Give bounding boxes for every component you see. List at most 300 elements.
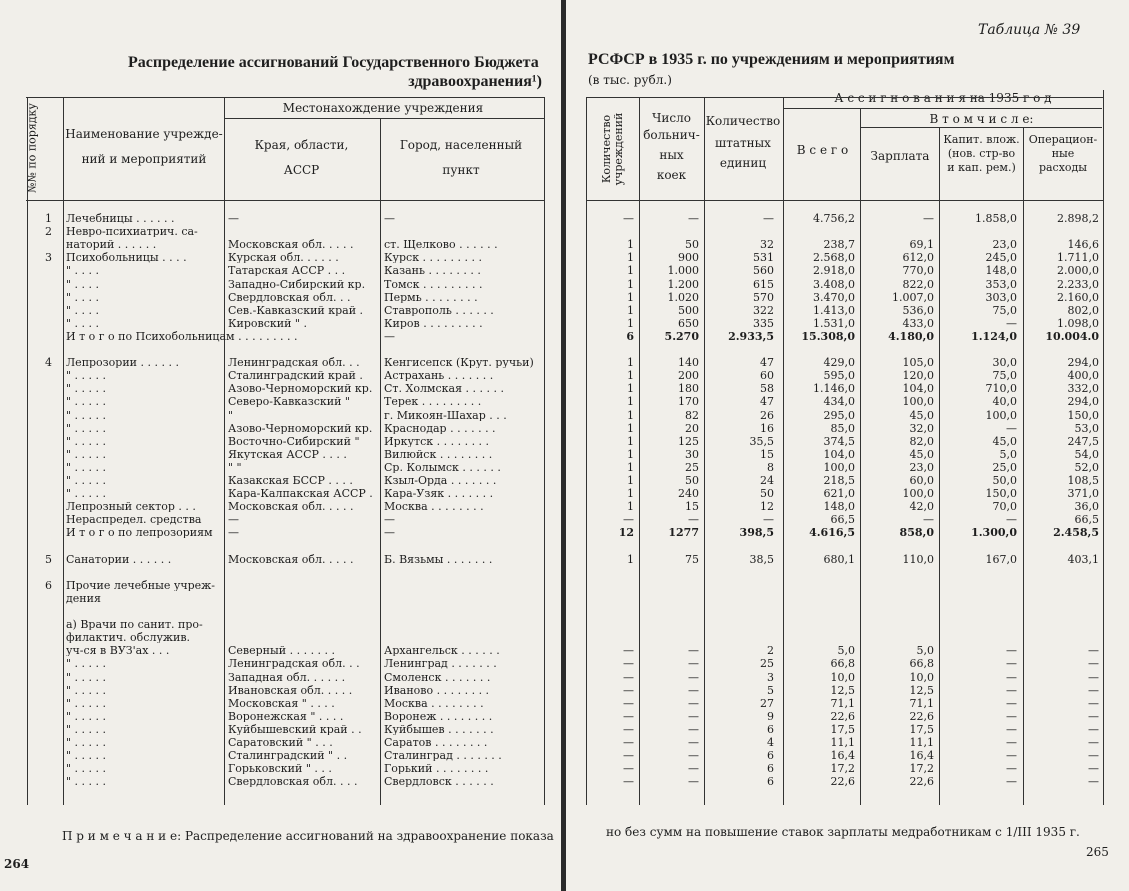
right-table-row bbox=[566, 658, 1129, 671]
right-cell-oper: 66,5 bbox=[1074, 513, 1099, 527]
left-cell-region: Ленинградская обл. . . bbox=[228, 357, 360, 369]
right-cell-count: 1 bbox=[627, 395, 634, 409]
right-cell-capital: — bbox=[1006, 316, 1017, 330]
left-cell-city: Москва . . . . . . . . bbox=[384, 697, 484, 709]
right-cell-salary: 17,2 bbox=[909, 762, 934, 776]
left-cell-name: Психобольницы . . . . bbox=[66, 252, 187, 264]
right-cell-staff: 58 bbox=[760, 382, 774, 396]
right-cell-beds: 5.270 bbox=[664, 329, 699, 343]
col-header-beds-3: ных bbox=[659, 148, 684, 162]
right-cell-beds: 50 bbox=[685, 238, 699, 252]
right-rule-top bbox=[586, 97, 1104, 98]
left-cell-city: Краснодар . . . . . . . bbox=[384, 422, 496, 434]
right-cell-capital: — bbox=[1006, 775, 1017, 789]
right-cell-salary: 433,0 bbox=[902, 316, 934, 330]
right-page-number: 265 bbox=[1086, 845, 1109, 859]
right-cell-salary: 71,1 bbox=[909, 696, 934, 710]
right-cell-beds: — bbox=[688, 696, 699, 710]
left-cell-region: Азово-Черноморский кр. bbox=[228, 422, 373, 434]
left-table-row bbox=[0, 305, 562, 318]
right-cell-oper: 2.000,0 bbox=[1057, 264, 1099, 278]
right-cell-staff: 25 bbox=[760, 657, 774, 671]
left-cell-city: Казань . . . . . . . . bbox=[384, 265, 481, 277]
left-cell-region: Московская " . . . . bbox=[228, 697, 335, 709]
right-cell-oper: 400,0 bbox=[1067, 369, 1099, 383]
left-cell-name: " . . . . . bbox=[66, 750, 107, 762]
left-table-row bbox=[0, 239, 562, 252]
right-table-row bbox=[566, 423, 1129, 436]
right-cell-beds: — bbox=[688, 657, 699, 671]
right-cell-beds: 30 bbox=[685, 447, 699, 461]
right-cell-count: 6 bbox=[626, 329, 634, 343]
left-cell-region: — bbox=[228, 514, 239, 526]
col-header-city-1: Город, населенный bbox=[399, 138, 523, 152]
right-cell-oper: 2.160,0 bbox=[1057, 290, 1099, 304]
right-cell-count: 1 bbox=[627, 277, 634, 291]
right-cell-beds: — bbox=[688, 644, 699, 658]
right-cell-beds: 170 bbox=[678, 395, 699, 409]
right-table-row bbox=[566, 698, 1129, 711]
right-cell-total: 218,5 bbox=[823, 474, 855, 487]
right-cell-staff: 8 bbox=[767, 460, 774, 474]
right-cell-staff: 560 bbox=[753, 264, 774, 278]
left-cell-region: Якутская АССР . . . . bbox=[228, 448, 347, 460]
right-cell-staff: — bbox=[763, 212, 774, 225]
left-cell-name: " . . . . . bbox=[66, 488, 107, 500]
right-cell-total: 148,0 bbox=[823, 500, 855, 514]
right-cell-beds: — bbox=[688, 709, 699, 723]
right-cell-beds: — bbox=[688, 722, 699, 736]
right-cell-total: 22,6 bbox=[830, 775, 855, 789]
right-table-row bbox=[566, 554, 1129, 567]
right-cell-staff: 570 bbox=[753, 290, 774, 304]
right-cell-staff: 47 bbox=[760, 356, 774, 370]
right-cell-count: — bbox=[623, 736, 634, 749]
left-cell-region: Ленинградская обл. . . bbox=[228, 658, 360, 670]
left-cell-city: Томск . . . . . . . . . bbox=[384, 278, 483, 290]
left-cell-region: Курская обл. . . . . . bbox=[228, 252, 339, 264]
left-cell-name: " . . . . bbox=[66, 317, 100, 329]
left-cell-region: Московская обл. . . . . bbox=[228, 239, 354, 251]
left-cell-region: " bbox=[228, 409, 234, 421]
left-cell-region: Западно-Сибирский кр. bbox=[228, 278, 366, 290]
right-cell-total: 66,5 bbox=[830, 513, 855, 527]
right-cell-beds: 240 bbox=[678, 487, 699, 501]
right-cell-staff: 6 bbox=[767, 722, 774, 736]
right-cell-oper: 2.233,0 bbox=[1057, 277, 1099, 291]
left-cell-city: Курск . . . . . . . . . bbox=[384, 252, 483, 264]
left-table-row bbox=[0, 252, 562, 265]
right-table-row bbox=[566, 396, 1129, 409]
right-cell-count: 1 bbox=[627, 474, 634, 487]
right-cell-count: — bbox=[623, 722, 634, 736]
right-cell-oper: — bbox=[1088, 683, 1099, 697]
right-cell-oper: — bbox=[1088, 749, 1099, 763]
right-cell-salary: 66,8 bbox=[909, 657, 934, 671]
left-table-row bbox=[0, 658, 562, 671]
right-cell-oper: 1.711,0 bbox=[1057, 251, 1099, 265]
right-cell-total: 10,0 bbox=[830, 670, 855, 684]
left-cell-name: " . . . . . bbox=[66, 396, 107, 408]
col-header-capital bbox=[940, 133, 1023, 175]
right-table-row bbox=[566, 685, 1129, 698]
right-cell-capital: 303,0 bbox=[985, 290, 1017, 304]
left-cell-name: уч-ся в ВУЗ'ах . . . bbox=[66, 645, 170, 657]
right-cell-oper: 2.898,2 bbox=[1057, 212, 1099, 225]
left-cell-region: Воронежская " . . . . bbox=[228, 710, 344, 722]
right-cell-total: 429,0 bbox=[823, 356, 855, 370]
left-cell-city: Киров . . . . . . . . . bbox=[384, 317, 483, 329]
right-cell-salary: 82,0 bbox=[909, 434, 934, 448]
right-cell-beds: 500 bbox=[678, 303, 699, 317]
col-header-operating-1: Операцион- bbox=[1028, 133, 1098, 146]
right-table-row bbox=[566, 580, 1129, 593]
left-cell-city: Пермь . . . . . . . . bbox=[384, 291, 478, 303]
left-cell-name: " . . . . . bbox=[66, 475, 107, 487]
left-table-row bbox=[0, 436, 562, 449]
left-table-row bbox=[0, 318, 562, 331]
right-cell-count: 12 bbox=[618, 526, 634, 540]
left-cell-name: а) Врачи по санит. про- bbox=[66, 619, 203, 631]
col-header-operating-2: ные bbox=[1051, 147, 1075, 160]
table-label: Таблица № 39 bbox=[978, 22, 1081, 38]
left-cell-name: Лепрозный сектор . . . bbox=[66, 501, 196, 513]
right-cell-count: 1 bbox=[627, 356, 634, 370]
right-cell-count: 1 bbox=[627, 408, 634, 422]
right-cell-count: 1 bbox=[627, 251, 634, 265]
right-cell-salary: 612,0 bbox=[902, 251, 934, 265]
right-cell-capital: — bbox=[1006, 722, 1017, 736]
left-cell-region: Горьковский " . . . bbox=[228, 763, 332, 775]
left-table-row bbox=[0, 619, 562, 632]
right-cell-oper: 1.098,0 bbox=[1057, 316, 1099, 330]
left-cell-name: " . . . . . bbox=[66, 435, 107, 447]
left-cell-name: " . . . . . bbox=[66, 697, 107, 709]
right-cell-total: 4.756,2 bbox=[813, 212, 855, 225]
left-cell-name: Лечебницы . . . . . . bbox=[66, 213, 175, 225]
right-cell-beds: 200 bbox=[678, 369, 699, 383]
left-cell-name: " . . . . bbox=[66, 278, 100, 290]
right-cell-staff: 16 bbox=[760, 421, 774, 435]
right-cell-oper: 108,5 bbox=[1067, 474, 1099, 487]
left-cell-name: " . . . . . bbox=[66, 461, 107, 473]
left-cell-city: Куйбышев . . . . . . . bbox=[384, 723, 494, 735]
left-cell-region: Сталинградский " . . bbox=[228, 750, 348, 762]
right-cell-salary: 822,0 bbox=[902, 277, 934, 291]
right-cell-salary: 11,1 bbox=[909, 736, 934, 749]
right-cell-beds: 75 bbox=[685, 552, 699, 566]
left-cell-region: Сев.-Кавказский край . bbox=[228, 304, 364, 316]
left-table-row bbox=[0, 724, 562, 737]
left-cell-name: Невро-психиатрич. са- bbox=[66, 226, 198, 238]
left-cell-name: " . . . . bbox=[66, 291, 100, 303]
right-cell-capital: 25,0 bbox=[992, 460, 1017, 474]
left-table-row bbox=[0, 645, 562, 658]
right-cell-staff: 335 bbox=[753, 316, 774, 330]
right-cell-beds: — bbox=[688, 775, 699, 789]
right-cell-salary: 60,0 bbox=[909, 474, 934, 487]
col-header-count bbox=[587, 97, 639, 200]
left-table-row bbox=[0, 449, 562, 462]
right-cell-staff: 9 bbox=[767, 709, 774, 723]
right-table-row bbox=[566, 541, 1129, 554]
left-table-row bbox=[0, 750, 562, 763]
right-table-row bbox=[566, 776, 1129, 789]
col-header-capital-1: Капит. влож. bbox=[943, 133, 1020, 146]
right-cell-oper: — bbox=[1088, 762, 1099, 776]
left-cell-region: Кировский " . bbox=[228, 317, 307, 329]
right-cell-count: 1 bbox=[627, 238, 634, 252]
right-cell-capital: — bbox=[1006, 513, 1017, 527]
right-cell-capital: — bbox=[1006, 749, 1017, 763]
right-cell-count: 1 bbox=[627, 303, 634, 317]
left-table-row bbox=[0, 265, 562, 278]
right-cell-capital: — bbox=[1006, 696, 1017, 710]
left-table-row bbox=[0, 541, 562, 554]
right-cell-capital: — bbox=[1006, 657, 1017, 671]
right-cell-beds: — bbox=[688, 762, 699, 776]
right-footnote: но без сумм на повышение ставок зарплаты медработникам с 1/III 1935 г. bbox=[606, 825, 1080, 839]
right-cell-total: 85,0 bbox=[830, 421, 855, 435]
right-cell-staff: 5 bbox=[767, 683, 774, 697]
right-cell-count: 1 bbox=[627, 290, 634, 304]
right-table-row bbox=[566, 318, 1129, 331]
right-cell-count: 1 bbox=[627, 316, 634, 330]
right-cell-oper: 802,0 bbox=[1067, 303, 1099, 317]
right-cell-total: 17,2 bbox=[830, 762, 855, 776]
right-cell-capital: 150,0 bbox=[985, 487, 1017, 501]
right-table-row bbox=[566, 279, 1129, 292]
right-cell-oper: 54,0 bbox=[1074, 447, 1099, 461]
left-rule-top bbox=[26, 97, 545, 98]
right-rule-header-bottom bbox=[586, 200, 1104, 201]
right-cell-capital: 710,0 bbox=[985, 382, 1017, 396]
col-header-staff-1: Количество bbox=[705, 114, 781, 128]
left-cell-name: " . . . . . bbox=[66, 763, 107, 775]
col-header-beds-4: коек bbox=[656, 168, 687, 182]
right-cell-beds: 180 bbox=[678, 382, 699, 396]
right-cell-count: — bbox=[623, 749, 634, 763]
right-cell-capital: — bbox=[1006, 421, 1017, 435]
right-cell-salary: 12,5 bbox=[909, 683, 934, 697]
left-cell-city: — bbox=[384, 213, 395, 225]
right-table-row bbox=[566, 593, 1129, 606]
col-header-appropriations: А с с и г н о в а н и я на 1935 г о д bbox=[834, 91, 1052, 105]
right-cell-count: — bbox=[623, 657, 634, 671]
left-cell-num: 2 bbox=[45, 226, 52, 238]
left-footnote: П р и м е ч а н и е: Распределение ассигнований на здравоохранение показа bbox=[62, 829, 554, 843]
left-cell-city: Ставрополь . . . . . . bbox=[384, 304, 494, 316]
left-cell-region: Кара-Калпакская АССР . bbox=[228, 488, 373, 500]
left-cell-region: Сталинградский край . bbox=[228, 370, 363, 382]
right-table-row bbox=[566, 672, 1129, 685]
right-cell-beds: 140 bbox=[678, 356, 699, 370]
right-cell-total: 374,5 bbox=[823, 434, 855, 448]
right-cell-oper: — bbox=[1088, 722, 1099, 736]
left-cell-region: Азово-Черноморский кр. bbox=[228, 383, 373, 395]
right-cell-salary: 45,0 bbox=[909, 447, 934, 461]
left-cell-region: Свердловская обл. . . bbox=[228, 291, 351, 303]
right-cell-oper: 150,0 bbox=[1067, 408, 1099, 422]
left-cell-region: Казакская БССР . . . . bbox=[228, 475, 353, 487]
right-cell-capital: 75,0 bbox=[992, 369, 1017, 383]
right-cell-salary: 770,0 bbox=[902, 264, 934, 278]
left-table-row bbox=[0, 685, 562, 698]
left-page bbox=[0, 0, 562, 891]
left-cell-region: Московская обл. . . . . bbox=[228, 501, 354, 513]
right-cell-salary: 1.007,0 bbox=[892, 290, 934, 304]
right-cell-count: — bbox=[623, 696, 634, 710]
left-table-row bbox=[0, 331, 562, 344]
right-cell-capital: 5,0 bbox=[999, 447, 1017, 461]
right-cell-beds: 1.200 bbox=[667, 277, 699, 291]
left-table-row bbox=[0, 593, 562, 606]
left-cell-name: филактич. обслужив. bbox=[66, 632, 191, 644]
right-cell-total: 17,5 bbox=[830, 722, 855, 736]
left-cell-name: " . . . . bbox=[66, 265, 100, 277]
right-cell-total: 434,0 bbox=[823, 395, 855, 409]
right-cell-capital: 245,0 bbox=[985, 251, 1017, 265]
right-table-row bbox=[566, 711, 1129, 724]
right-cell-capital: — bbox=[1006, 736, 1017, 749]
right-table-row bbox=[566, 567, 1129, 580]
left-table-row bbox=[0, 357, 562, 370]
col-header-staff-3: единиц bbox=[719, 156, 767, 170]
col-header-number bbox=[0, 98, 64, 198]
left-cell-name: " . . . . . bbox=[66, 776, 107, 788]
right-cell-salary: 104,0 bbox=[902, 382, 934, 396]
right-cell-count: 1 bbox=[627, 434, 634, 448]
right-cell-total: 104,0 bbox=[823, 447, 855, 461]
right-cell-salary: 100,0 bbox=[902, 395, 934, 409]
left-cell-region: Западная обл. . . . . . bbox=[228, 671, 346, 683]
left-cell-name: Прочие лечебные учреж- bbox=[66, 579, 215, 591]
right-cell-total: 680,1 bbox=[823, 552, 855, 566]
left-cell-region: " " bbox=[228, 461, 242, 473]
right-cell-salary: 45,0 bbox=[909, 408, 934, 422]
right-table-row bbox=[566, 305, 1129, 318]
right-cell-capital: 148,0 bbox=[985, 264, 1017, 278]
col-header-operating bbox=[1024, 133, 1102, 175]
col-header-count-text: Количество учреждений bbox=[600, 112, 625, 186]
left-cell-city: Воронеж . . . . . . . . bbox=[384, 710, 493, 722]
right-cell-count: 1 bbox=[627, 460, 634, 474]
right-cell-staff: 47 bbox=[760, 395, 774, 409]
left-cell-num: 6 bbox=[45, 579, 52, 591]
left-cell-name: Санатории . . . . . . bbox=[66, 553, 172, 565]
left-table-row bbox=[0, 279, 562, 292]
left-cell-region: Саратовский " . . . bbox=[228, 737, 333, 749]
right-cell-total: 1.146,0 bbox=[813, 382, 855, 396]
col-header-region-1: Края, области, bbox=[254, 138, 349, 152]
right-cell-staff: 322 bbox=[753, 303, 774, 317]
right-cell-capital: 100,0 bbox=[985, 408, 1017, 422]
right-cell-capital: — bbox=[1006, 644, 1017, 658]
right-cell-count: — bbox=[623, 513, 634, 527]
left-cell-city: Кзыл-Орда . . . . . . . bbox=[384, 475, 497, 487]
right-cell-oper: — bbox=[1088, 644, 1099, 658]
left-cell-city: — bbox=[384, 514, 395, 526]
left-cell-city: — bbox=[384, 330, 395, 342]
right-cell-oper: 53,0 bbox=[1074, 421, 1099, 435]
right-cell-staff: 24 bbox=[760, 474, 774, 487]
left-cell-name: " . . . . . bbox=[66, 422, 107, 434]
right-table-row bbox=[566, 292, 1129, 305]
right-cell-total: 4.616,5 bbox=[809, 526, 855, 540]
left-table-row bbox=[0, 514, 562, 527]
col-header-region-2: АССР bbox=[283, 163, 320, 177]
right-cell-staff: — bbox=[763, 513, 774, 527]
right-cell-beds: 20 bbox=[685, 421, 699, 435]
left-table-row bbox=[0, 501, 562, 514]
right-rule-appropriations bbox=[784, 108, 1102, 109]
right-cell-oper: 294,0 bbox=[1067, 395, 1099, 409]
col-header-staff-2: штатных bbox=[715, 136, 771, 150]
right-cell-oper: — bbox=[1088, 709, 1099, 723]
right-cell-beds: — bbox=[688, 212, 699, 225]
right-cell-oper: — bbox=[1088, 670, 1099, 684]
right-cell-capital: 30,0 bbox=[992, 356, 1017, 370]
right-cell-beds: 650 bbox=[678, 316, 699, 330]
right-cell-capital: 1.300,0 bbox=[971, 526, 1017, 540]
right-table-row bbox=[566, 213, 1129, 226]
left-cell-name: " . . . . . bbox=[66, 723, 107, 735]
right-cell-total: 16,4 bbox=[830, 749, 855, 763]
right-cell-capital: — bbox=[1006, 762, 1017, 776]
right-cell-oper: — bbox=[1088, 736, 1099, 749]
left-cell-num: 5 bbox=[45, 553, 52, 565]
left-table-row bbox=[0, 606, 562, 619]
right-cell-capital: 50,0 bbox=[992, 474, 1017, 487]
left-table-row bbox=[0, 370, 562, 383]
left-cell-name: дения bbox=[66, 592, 101, 604]
right-cell-capital: 1.858,0 bbox=[975, 212, 1017, 225]
col-header-city-2: пункт bbox=[442, 163, 480, 177]
left-cell-region: Свердловская обл. . . . bbox=[228, 776, 358, 788]
right-table-row bbox=[566, 265, 1129, 278]
left-cell-city: Иваново . . . . . . . . bbox=[384, 684, 490, 696]
right-cell-beds: 50 bbox=[685, 474, 699, 487]
col-header-operating-3: расходы bbox=[1038, 161, 1088, 174]
left-cell-region: Московская обл. . . . . bbox=[228, 553, 354, 565]
right-cell-total: 12,5 bbox=[830, 683, 855, 697]
right-cell-salary: 100,0 bbox=[902, 487, 934, 501]
left-cell-city: Ст. Холмская . . . . . . bbox=[384, 383, 504, 395]
right-cell-salary: 120,0 bbox=[902, 369, 934, 383]
right-cell-count: — bbox=[623, 775, 634, 789]
right-cell-staff: 26 bbox=[760, 408, 774, 422]
right-cell-salary: — bbox=[923, 212, 934, 225]
right-table-row bbox=[566, 331, 1129, 344]
right-cell-oper: 332,0 bbox=[1067, 382, 1099, 396]
right-cell-total: 621,0 bbox=[823, 487, 855, 501]
col-header-number-text: №№ по порядку bbox=[25, 103, 39, 193]
left-table-row bbox=[0, 292, 562, 305]
col-header-beds-1: Число bbox=[652, 111, 691, 125]
right-cell-total: 11,1 bbox=[830, 736, 855, 749]
right-cell-staff: 32 bbox=[760, 238, 774, 252]
right-cell-beds: 82 bbox=[685, 408, 699, 422]
right-cell-total: 2.568,0 bbox=[813, 251, 855, 265]
left-table-row bbox=[0, 383, 562, 396]
right-cell-total: 3.408,0 bbox=[813, 277, 855, 291]
right-cell-capital: 40,0 bbox=[992, 395, 1017, 409]
right-cell-beds: — bbox=[688, 749, 699, 763]
left-cell-num: 4 bbox=[45, 357, 52, 369]
right-cell-staff: 6 bbox=[767, 762, 774, 776]
left-table-row bbox=[0, 554, 562, 567]
right-cell-total: 66,8 bbox=[830, 657, 855, 671]
